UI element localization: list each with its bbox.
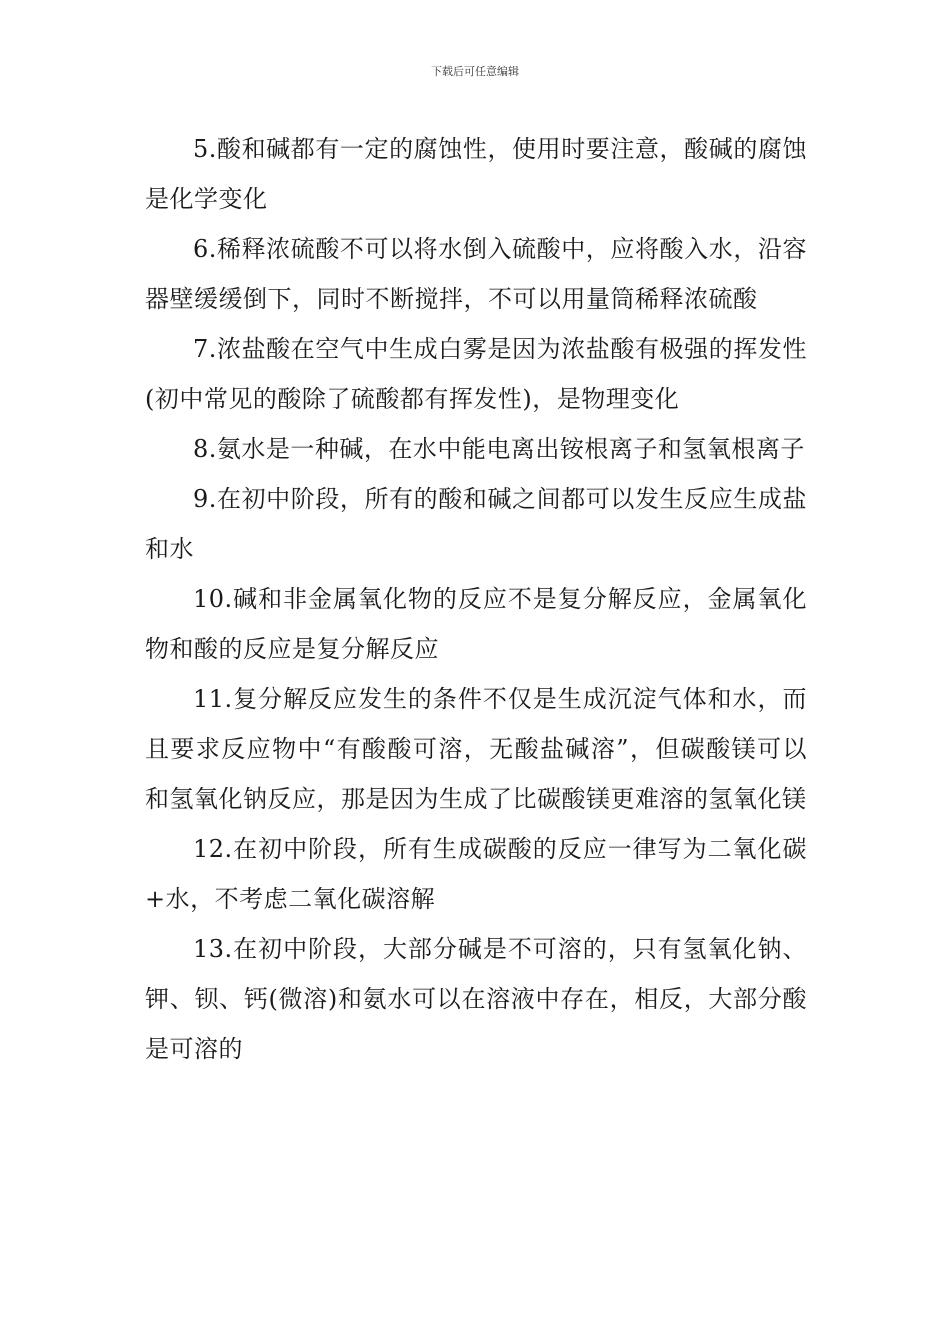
paragraph-8: 8.氨水是一种碱，在水中能电离出铵根离子和氢氧根离子 [193, 435, 805, 463]
paragraph-13: 13.在初中阶段，大部分碱是不可溶的，只有氢氧化钠、钾、钡、钙(微溶)和氨水可以在溶液中存在，相反，大部分酸是可溶的 [145, 935, 807, 1063]
paragraph-11: 11.复分解反应发生的条件不仅是生成沉淀气体和水，而且要求反应物中“有酸酸可溶，无酸盐碱溶”，但碳酸镁可以和氢氧化钠反应，那是因为生成了比碳酸镁更难溶的氢氧化镁 [145, 685, 807, 813]
paragraph-10: 10.碱和非金属氧化物的反应不是复分解反应，金属氧化物和酸的反应是复分解反应 [145, 585, 807, 663]
page-header: 下载后可任意编辑 [431, 65, 519, 78]
paragraph-12: 12.在初中阶段，所有生成碳酸的反应一律写为二氧化碳+水，不考虑二氧化碳溶解 [145, 835, 807, 913]
paragraph-6: 6.稀释浓硫酸不可以将水倒入硫酸中，应将酸入水，沿容器壁缓缓倒下，同时不断搅拌，不可以用量筒稀释浓硫酸 [145, 235, 807, 313]
paragraph-5: 5.酸和碱都有一定的腐蚀性，使用时要注意，酸碱的腐蚀是化学变化 [145, 135, 807, 213]
paragraph-7: 7.浓盐酸在空气中生成白雾是因为浓盐酸有极强的挥发性(初中常见的酸除了硫酸都有挥发性)，是物理变化 [145, 335, 807, 413]
document-body [145, 124, 807, 1074]
paragraph-9: 9.在初中阶段，所有的酸和碱之间都可以发生反应生成盐和水 [145, 485, 807, 563]
